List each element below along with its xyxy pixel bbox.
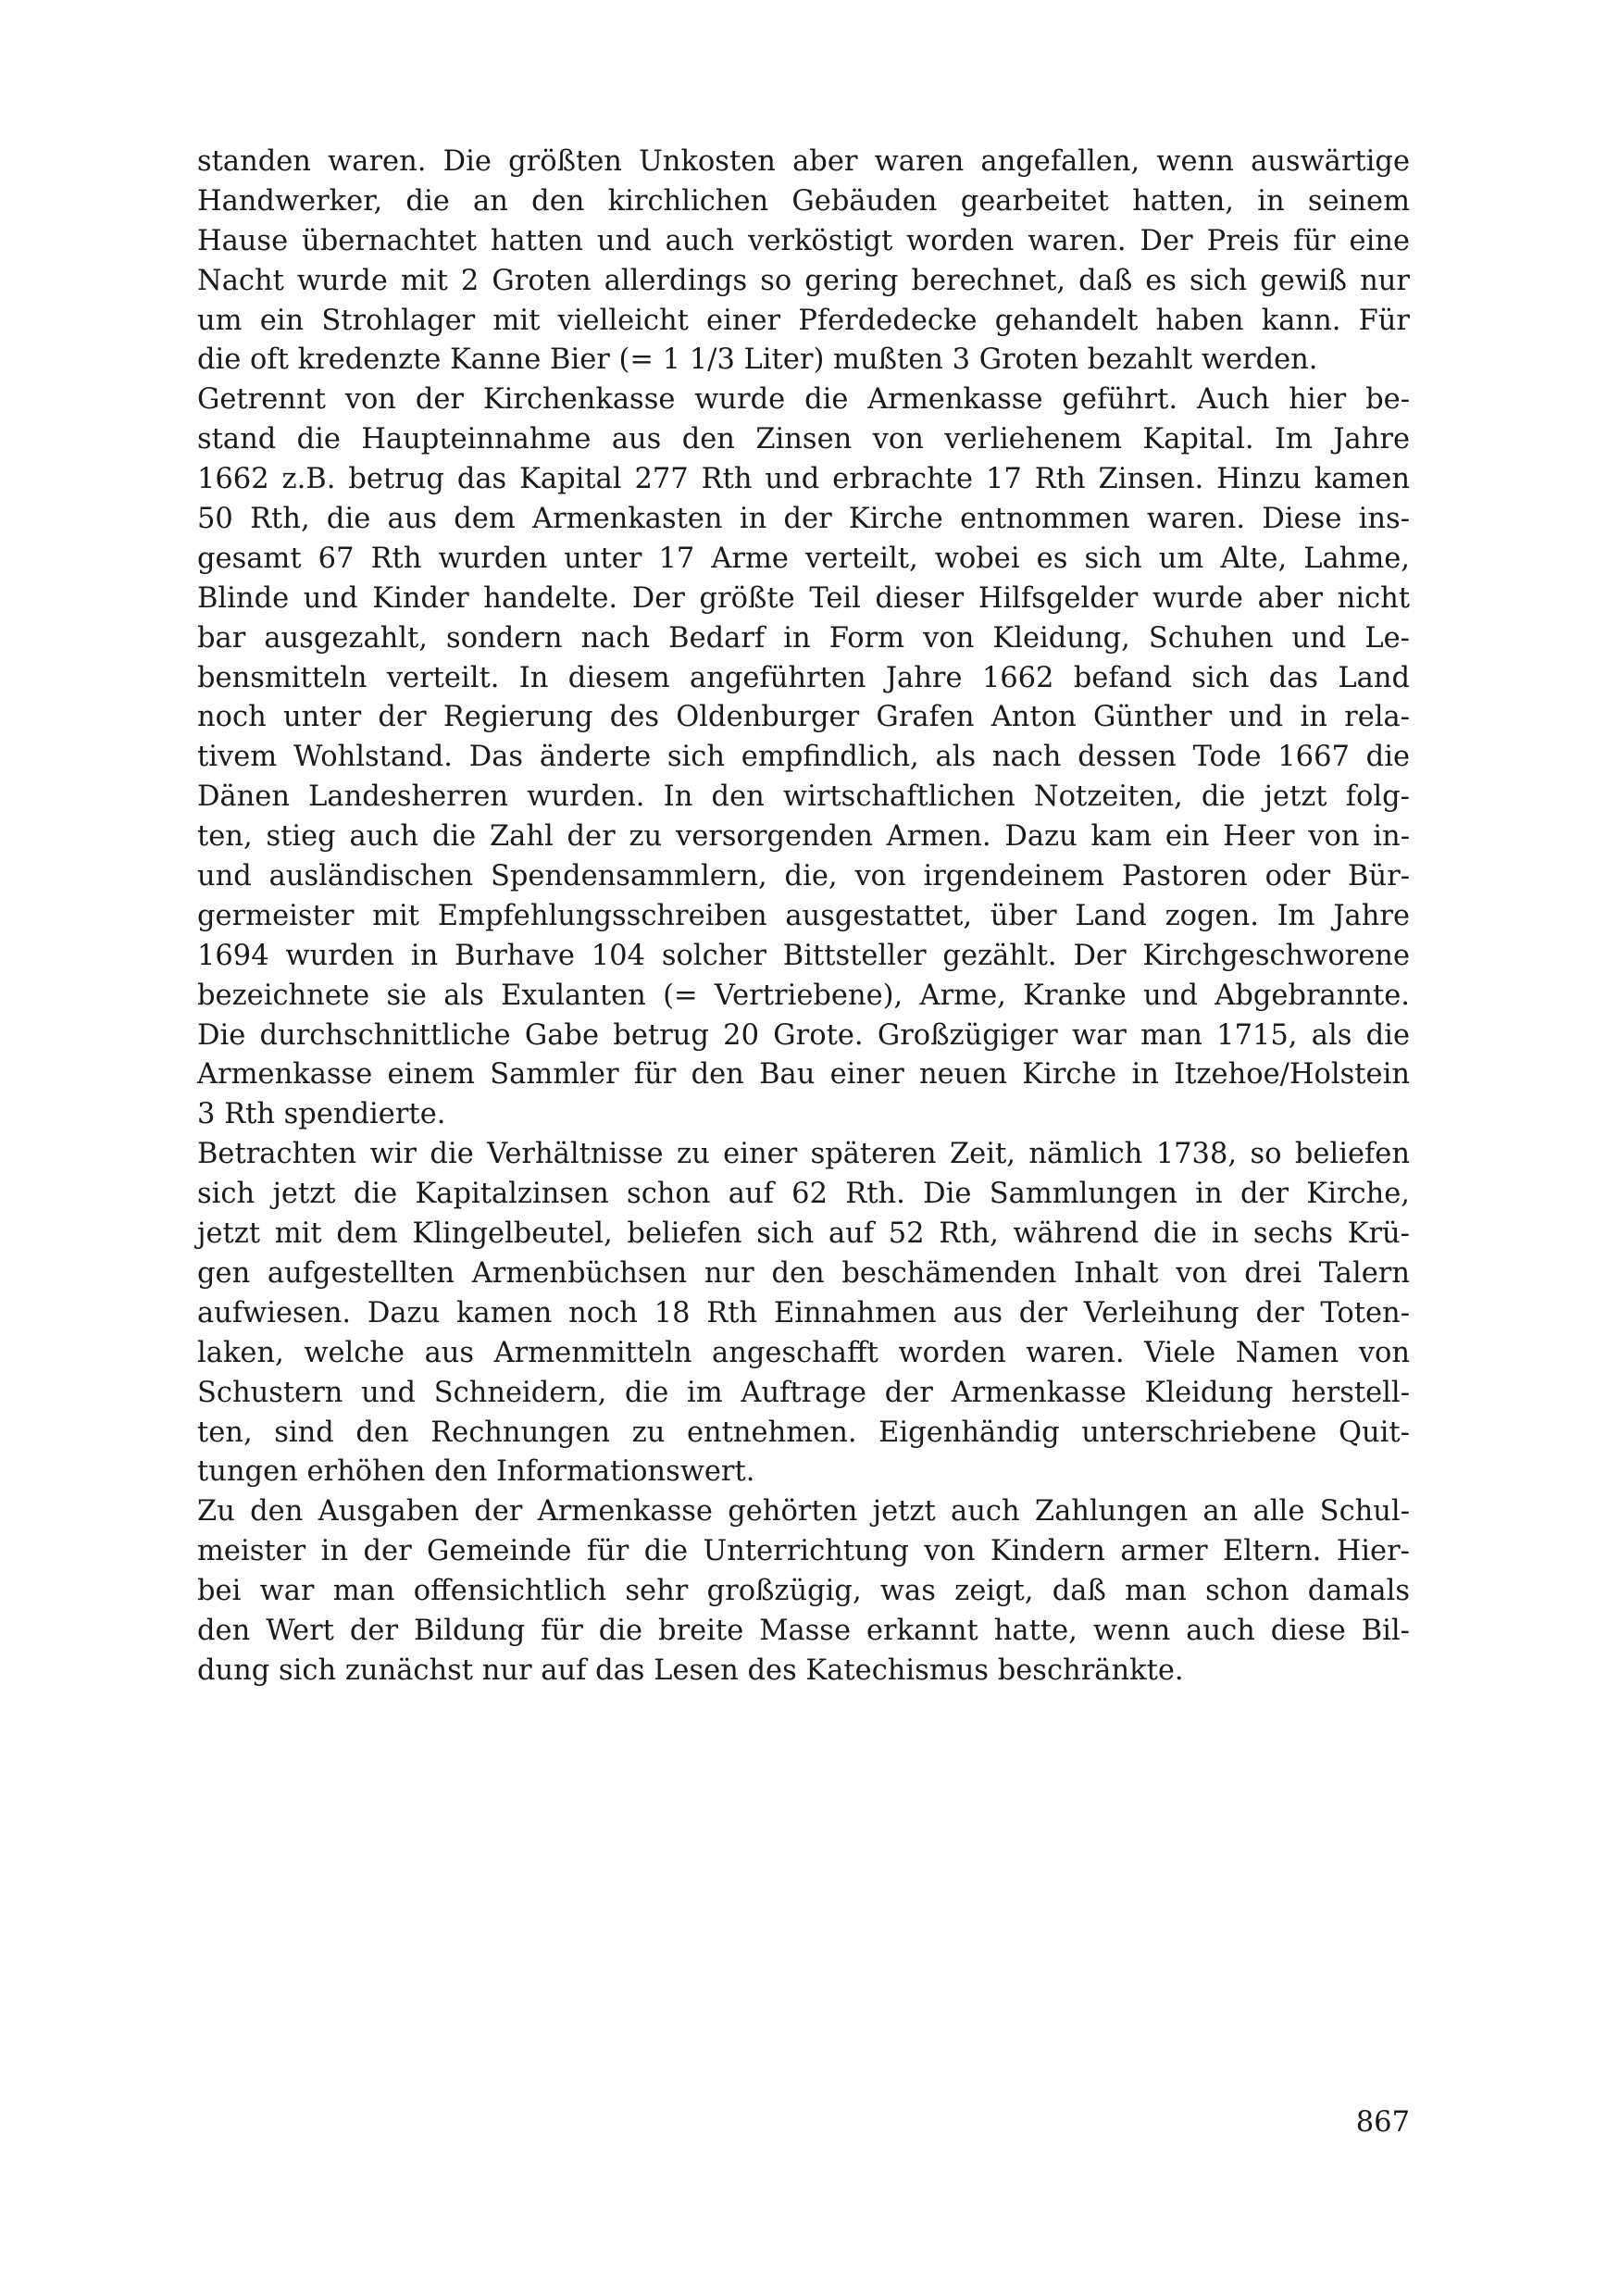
text-line: Nacht wurde mit 2 Groten allerdings so gering berechnet, daß es sich gewiß nur (197, 264, 1410, 297)
text-line: um ein Strohlager mit vielleicht einer Pferdedecke gehandelt haben kann. Für (197, 304, 1410, 337)
text-line: laken, welche aus Armenmitteln angeschafft worden waren. Viele Namen von (197, 1336, 1410, 1369)
text-line: gesamt 67 Rth wurden unter 17 Arme verteilt, wobei es sich um Alte, Lahme, (197, 542, 1410, 575)
text-line: 1662 z.B. betrug das Kapital 277 Rth und erbrachte 17 Rth Zinsen. Hinzu kamen (197, 463, 1410, 496)
text-line: tivem Wohlstand. Das änderte sich empfindlich, als nach dessen Tode 1667 die (197, 741, 1410, 774)
text-line: Betrachten wir die Verhältnisse zu einer späteren Zeit, nämlich 1738, so beliefen (197, 1138, 1410, 1171)
text-line: Armenkasse einem Sammler für den Bau einer neuen Kirche in Itzehoe/Holstein (197, 1058, 1410, 1092)
text-line: die oft kredenzte Kanne Bier (= 1 1/3 Liter) mußten 3 Groten bezahlt werden. (197, 343, 1318, 377)
text-line: bezeichnete sie als Exulanten (= Vertriebene), Arme, Kranke und Abgebrannte. (197, 979, 1410, 1012)
text-line: tungen erhöhen den Informationswert. (197, 1455, 755, 1489)
text-line: dung sich zunächst nur auf das Lesen des Katechismus beschränkte. (197, 1653, 1184, 1687)
text-line: Handwerker, die an den kirchlichen Gebäuden gearbeitet hatten, in seinem (197, 184, 1410, 218)
text-line: standen waren. Die größten Unkosten aber waren angefallen, wenn auswärtige (197, 145, 1410, 178)
text-line: den Wert der Bildung für die breite Masse erkannt hatte, wenn auch diese Bil- (197, 1614, 1410, 1647)
text-line: jetzt mit dem Klingelbeutel, beliefen sich auf 52 Rth, während die in sechs Krü- (197, 1217, 1410, 1251)
text-line: Dänen Landesherren wurden. In den wirtschaftlichen Notzeiten, die jetzt folg- (197, 780, 1410, 814)
page-number: 867 (1355, 2106, 1410, 2139)
text-line: aufwiesen. Dazu kamen noch 18 Rth Einnahmen aus der Verleihung der Toten- (197, 1296, 1410, 1329)
text-line: noch unter der Regierung des Oldenburger Grafen Anton Günther und in rela- (197, 701, 1410, 734)
text-line: 1694 wurden in Burhave 104 solcher Bittsteller gezählt. Der Kirchgeschworene (197, 939, 1410, 972)
text-line: Hause übernachtet hatten und auch verköstigt worden waren. Der Preis für eine (197, 224, 1410, 257)
text-line: Getrennt von der Kirchenkasse wurde die Armenkasse geführt. Auch hier be- (197, 383, 1410, 417)
text-line: ten, stieg auch die Zahl der zu versorgenden Armen. Dazu kam ein Heer von in- (197, 820, 1410, 854)
text-line: Zu den Ausgaben der Armenkasse gehörten jetzt auch Zahlungen an alle Schul- (197, 1495, 1410, 1529)
text-line: 50 Rth, die aus dem Armenkasten in der Kirche entnommen waren. Diese ins- (197, 503, 1410, 536)
text-line: gen aufgestellten Armenbüchsen nur den beschämenden Inhalt von drei Talern (197, 1256, 1410, 1290)
text-line: Blinde und Kinder handelte. Der größte Teil dieser Hilfsgelder wurde aber nicht (197, 581, 1410, 615)
text-line: Schustern und Schneidern, die im Auftrage der Armenkasse Kleidung herstell- (197, 1376, 1410, 1409)
text-line: und ausländischen Spendensammlern, die, von irgendeinem Pastoren oder Bür- (197, 860, 1410, 893)
body-text (197, 143, 1410, 1691)
text-line: bensmitteln verteilt. In diesem angeführten Jahre 1662 befand sich das Land (197, 661, 1410, 694)
text-line: Die durchschnittliche Gabe betrug 20 Grote. Großzügiger war man 1715, als die (197, 1018, 1410, 1052)
text-line: ten, sind den Rechnungen zu entnehmen. Eigenhändig unterschriebene Quit- (197, 1416, 1410, 1449)
text-line: 3 Rth spendierte. (197, 1098, 446, 1131)
text-line: stand die Haupteinnahme aus den Zinsen von verliehenem Kapital. Im Jahre (197, 423, 1410, 456)
text-line: meister in der Gemeinde für die Unterrichtung von Kindern armer Eltern. Hier- (197, 1535, 1410, 1568)
text-line: bar ausgezahlt, sondern nach Bedarf in Form von Kleidung, Schuhen und Le- (197, 621, 1410, 655)
text-line: germeister mit Empfehlungsschreiben ausgestattet, über Land zogen. Im Jahre (197, 899, 1410, 932)
text-line: bei war man offensichtlich sehr großzügig, was zeigt, daß man schon damals (197, 1575, 1410, 1608)
text-line: sich jetzt die Kapitalzinsen schon auf 62 Rth. Die Sammlungen in der Kirche, (197, 1178, 1410, 1211)
